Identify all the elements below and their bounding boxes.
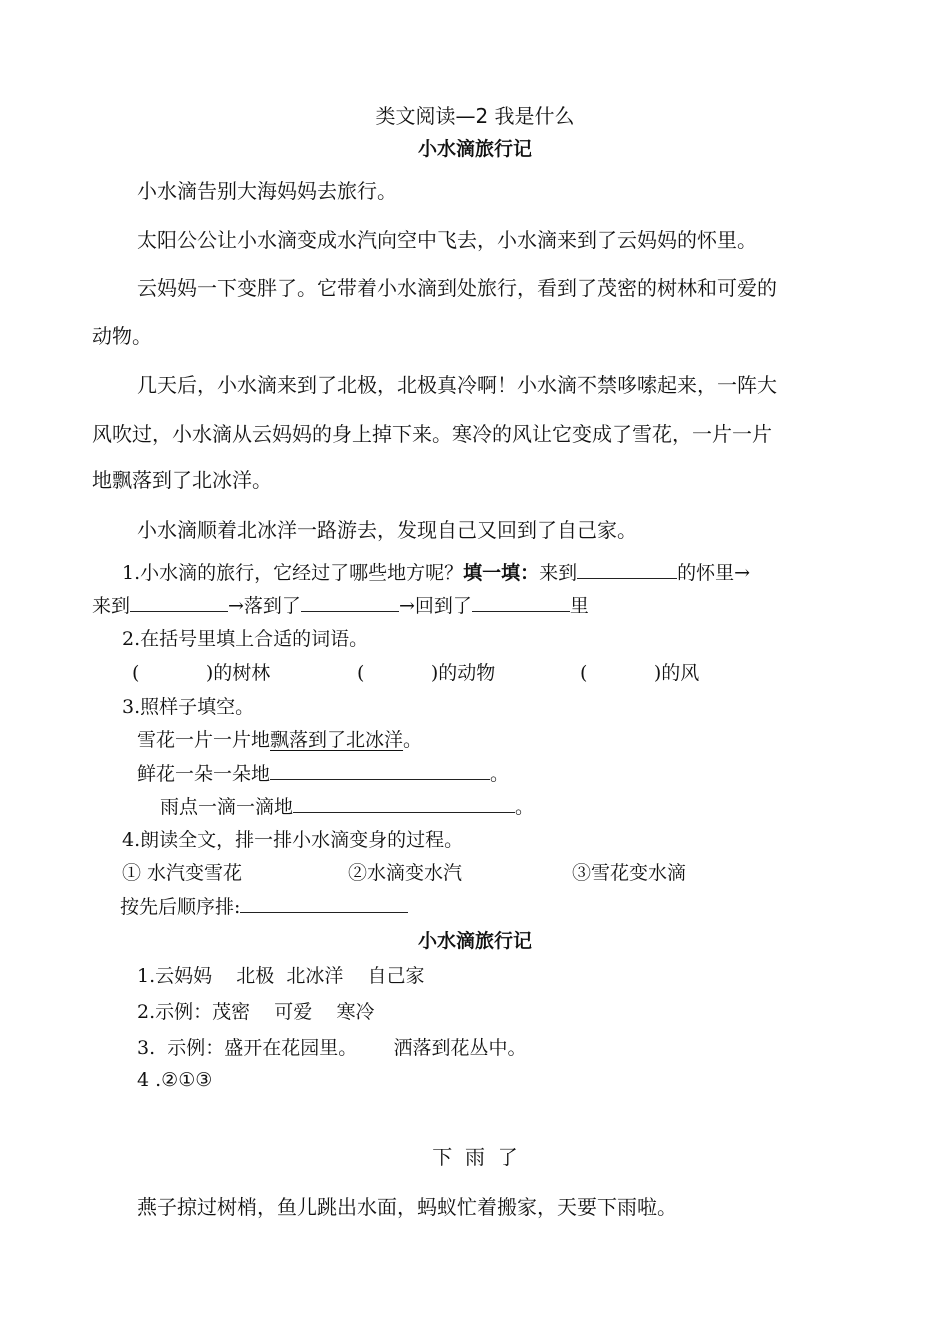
paragraph-4-line-1: 几天后，小水滴来到了北极，北极真冷啊！小水滴不禁哆嗦起来，一阵大 [137,373,777,397]
answer-blank[interactable] [130,592,228,612]
paragraph-5: 小水滴顺着北冰洋一路游去，发现自己又回到了自己家。 [137,518,637,542]
question-3-prompt: 3.照样子填空。 [122,696,255,718]
answer-blank[interactable] [301,592,399,612]
fill-in-label: 填一填： [463,562,540,584]
answer-3: 3. 示例：盛开在花园里。 洒落到花丛中。 [137,1037,527,1059]
answer-blank[interactable] [577,559,677,579]
question-1-line-1: 1.小水滴的旅行，它经过了哪些地方呢？填一填：来到 的怀里→ [122,558,750,585]
example-underlined-phrase: 飘落到了北冰洋 [270,729,404,751]
answer-blank[interactable] [293,793,515,813]
answer-4: 4 .②①③ [137,1069,213,1091]
option-1: ① 水汽变雪花 [122,862,243,884]
paragraph-3-line-1: 云妈妈一下变胖了。它带着小水滴到处旅行，看到了茂密的树林和可爱的 [137,276,777,300]
answer-2: 2.示例：茂密 可爱 寒冷 [137,1001,375,1023]
paragraph-4-line-3: 地飘落到了北冰洋。 [92,468,272,492]
page-title: 类文阅读—2 我是什么 [375,104,575,128]
paragraph-2: 太阳公公让小水滴变成水汽向空中飞去，小水滴来到了云妈妈的怀里。 [137,228,757,252]
question-2-blank-1[interactable]: ( )的树林 [132,662,271,684]
question-2-blank-2[interactable]: ( )的动物 [357,662,496,684]
question-2-blank-3[interactable]: ( )的风 [580,662,700,684]
paragraph-1: 小水滴告别大海妈妈去旅行。 [137,179,397,203]
option-3: ③雪花变水滴 [572,862,687,884]
answer-1: 1.云妈妈 北极 北冰洋 自己家 [137,965,425,987]
story-2-title: 下 雨 了 [432,1145,518,1169]
answers-title: 小水滴旅行记 [417,930,532,952]
question-2-prompt: 2.在括号里填上合适的词语。 [122,628,369,650]
answer-blank[interactable] [240,893,408,913]
question-1-line-2: 来到 →落到了 →回到了 里 [92,591,589,618]
answer-blank[interactable] [270,760,490,780]
question-3-line-2: 雨点一滴一滴地 。 [160,792,534,819]
question-4-order: 按先后顺序排: [120,892,408,919]
paragraph-4-line-2: 风吹过，小水滴从云妈妈的身上掉下来。寒冷的风让它变成了雪花，一片一片 [92,422,772,446]
story-2-paragraph: 燕子掠过树梢，鱼儿跳出水面，蚂蚁忙着搬家，天要下雨啦。 [137,1195,677,1219]
question-3-example: 雪花一片一片地飘落到了北冰洋。 [137,729,423,751]
paragraph-3-line-2: 动物。 [92,324,152,348]
option-2: ②水滴变水汽 [348,862,463,884]
story-title: 小水滴旅行记 [417,138,532,160]
answer-blank[interactable] [472,592,570,612]
question-3-line-1: 鲜花一朵一朵地 。 [137,759,509,786]
question-4-prompt: 4.朗读全文，排一排小水滴变身的过程。 [122,829,464,851]
